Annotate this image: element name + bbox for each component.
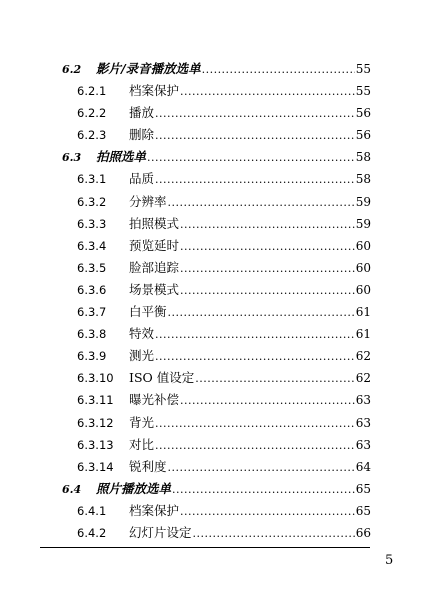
toc-entry-title: 背光 [129,414,155,430]
toc-entry-title: 分辨率 [129,193,167,209]
toc-section-entry[interactable] [62,59,371,81]
toc-entry-page: 60 [355,238,371,253]
toc-entry-title: 对比 [129,436,155,452]
toc-leader-dots [168,461,355,474]
toc-leader-dots [180,262,355,275]
toc-leader-dots [180,394,355,407]
toc-leader-dots [155,439,355,452]
toc-entry-number: 6.3.3 [77,216,107,231]
toc-entry-title: 曝光补偿 [129,392,180,408]
footer-rule [40,547,370,548]
toc-entry-page: 65 [355,481,371,496]
toc-subsection-entry[interactable] [62,368,371,390]
toc-entry-number: 6.3.9 [77,349,107,364]
toc-subsection-entry[interactable] [62,457,371,479]
toc-entry-number: 6.4.2 [77,525,107,540]
toc-entry-number: 6.3.1 [77,172,107,187]
toc-leader-dots [155,350,355,363]
toc-leader-dots [155,107,355,120]
toc-entry-page: 63 [355,415,371,430]
toc-leader-dots [155,173,355,186]
toc-subsection-entry[interactable] [62,103,371,125]
toc-subsection-entry[interactable] [62,413,371,435]
toc-leader-dots [168,196,355,209]
toc-leader-dots [180,505,355,518]
toc-leader-dots [180,240,355,253]
toc-entry-page: 59 [355,194,371,209]
toc-entry-title: 测光 [129,348,155,364]
toc-entry-title: 档案保护 [129,83,180,99]
toc-leader-dots [180,218,355,231]
toc-entry-page: 63 [355,393,371,408]
toc-entry-number: 6.3.2 [77,194,107,209]
toc-entry-number: 6.3.14 [77,459,114,474]
toc-entry-number: 6.2.3 [77,128,107,143]
toc-leader-dots [155,129,355,142]
toc-entry-page: 58 [355,172,371,187]
toc-entry-title: 品质 [129,171,155,187]
toc-entry-page: 62 [355,349,371,364]
toc-entry-number: 6.2.1 [77,84,107,99]
toc-entry-number: 6.3.13 [77,437,114,452]
toc-entry-page: 60 [355,260,371,275]
toc-entry-title: 脸部追踪 [129,259,180,275]
toc-entry-title: 幻灯片设定 [129,524,192,540]
toc-entry-number: 6.2 [62,63,82,76]
toc-leader-dots [180,85,355,98]
toc-entry-page: 55 [355,62,371,76]
toc-leader-dots [155,328,355,341]
toc-leader-dots [193,527,355,540]
toc-entry-number: 6.4 [62,482,82,496]
toc-entry-number: 6.3.10 [77,371,114,386]
toc-entry-number: 6.3 [62,151,82,165]
toc-entry-number: 6.3.6 [77,282,107,297]
toc-entry-page: 56 [355,128,371,143]
page-number: 5 [385,553,394,568]
toc-entry-page: 55 [355,84,371,99]
toc-subsection-entry[interactable] [62,302,371,324]
toc-leader-dots [155,417,355,430]
toc-subsection-entry[interactable] [62,214,371,236]
toc-entry-page: 56 [355,106,371,121]
toc-leader-dots [147,151,355,164]
toc-entry-title: 删除 [129,127,155,143]
toc-entry-page: 62 [355,371,371,386]
toc-subsection-entry[interactable] [62,346,371,368]
table-of-contents [62,59,371,545]
toc-subsection-entry[interactable] [62,501,371,523]
toc-subsection-entry[interactable] [62,435,371,457]
toc-entry-page: 60 [355,282,371,297]
toc-entry-number: 6.3.5 [77,260,107,275]
toc-section-entry[interactable] [62,147,371,169]
toc-entry-title: 预览延时 [129,237,180,253]
toc-entry-title: 特效 [129,326,155,342]
toc-entry-page: 66 [355,525,371,540]
toc-entry-number: 6.4.1 [77,503,107,518]
toc-subsection-entry[interactable] [62,280,371,302]
toc-entry-title: 影片/录音播放选单 [96,61,201,76]
toc-leader-dots [168,306,355,319]
toc-leader-dots [195,372,354,385]
toc-entry-page: 58 [355,150,371,165]
toc-subsection-entry[interactable] [62,192,371,214]
toc-subsection-entry[interactable] [62,390,371,412]
toc-entry-page: 65 [355,503,371,518]
toc-entry-title: 锐利度 [129,458,167,474]
toc-subsection-entry[interactable] [62,523,371,545]
toc-entry-number: 6.3.7 [77,305,107,320]
toc-subsection-entry[interactable] [62,236,371,258]
toc-leader-dots [202,63,355,76]
toc-entry-title: 拍照模式 [129,215,180,231]
toc-entry-page: 63 [355,437,371,452]
toc-entry-title: 场景模式 [129,281,180,297]
toc-entry-title: 档案保护 [129,502,180,518]
toc-entry-title: 播放 [129,105,155,121]
toc-entry-title: 拍照选单 [96,149,147,165]
toc-entry-number: 6.3.12 [77,415,114,430]
toc-subsection-entry[interactable] [62,324,371,346]
toc-entry-page: 61 [355,327,371,342]
toc-entry-title: 照片播放选单 [96,480,172,496]
toc-entry-title: ISO 值设定 [129,370,195,386]
toc-entry-number: 6.3.8 [77,327,107,342]
toc-leader-dots [180,284,355,297]
toc-subsection-entry[interactable] [62,258,371,280]
toc-entry-number: 6.3.11 [77,393,114,408]
toc-leader-dots [172,483,355,496]
toc-entry-number: 6.3.4 [77,238,107,253]
toc-entry-page: 59 [355,216,371,231]
toc-entry-number: 6.2.2 [77,106,107,121]
toc-subsection-entry[interactable] [62,81,371,103]
toc-subsection-entry[interactable] [62,125,371,147]
toc-entry-page: 61 [355,305,371,320]
toc-entry-page: 64 [355,459,371,474]
toc-section-entry[interactable] [62,479,371,501]
toc-subsection-entry[interactable] [62,169,371,191]
toc-entry-title: 白平衡 [129,304,167,320]
